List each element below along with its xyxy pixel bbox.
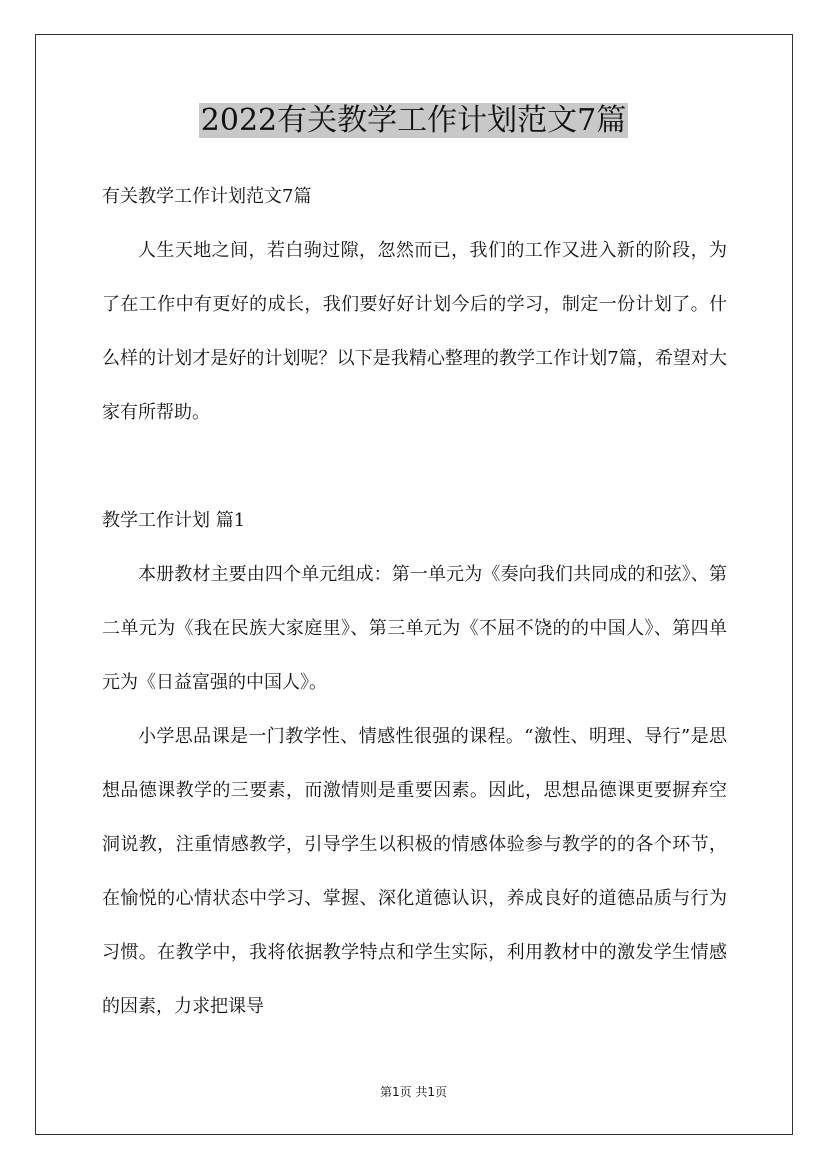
section-spacer	[102, 440, 727, 494]
document-subtitle: 有关教学工作计划范文7篇	[102, 186, 312, 207]
body-paragraph: 本册教材主要由四个单元组成：第一单元为《奏向我们共同成的和弦》、第二单元为《我在民族大家庭里》、第三单元为《不屈不饶的的中国人》、第四单元为《日益富强的中国人》。	[102, 564, 727, 693]
document-title-text: 2022有关教学工作计划范文7篇	[200, 103, 627, 138]
document-title	[0, 100, 827, 142]
document-body	[102, 170, 727, 1034]
section-heading: 教学工作计划 篇1	[102, 510, 246, 531]
body-paragraph: 小学思品课是一门教学性、情感性很强的课程。“激性、明理、导行”是思想品德课教学的三要素，而激情则是重要因素。因此，思想品德课更要摒弃空洞说教，注重情感教学，引导学生以积极的情感体验参与教学的的各个环节，在愉悦的心情状态中学习、掌握、深化道德认识，养成良好的道德品质与行为习惯。在教学中，我将依据教学特点和学生实际，利用教材中的激发学生情感的因素，力求把课导	[102, 726, 727, 1017]
page-footer: 第1页 共1页	[379, 1085, 448, 1099]
intro-paragraph: 人生天地之间，若白驹过隙，忽然而已，我们的工作又进入新的阶段，为了在工作中有更好的成长，我们要好好计划今后的学习，制定一份计划了。什么样的计划才是好的计划呢？以下是我精心整理的教学工作计划7篇，希望对大家有所帮助。	[102, 240, 727, 423]
